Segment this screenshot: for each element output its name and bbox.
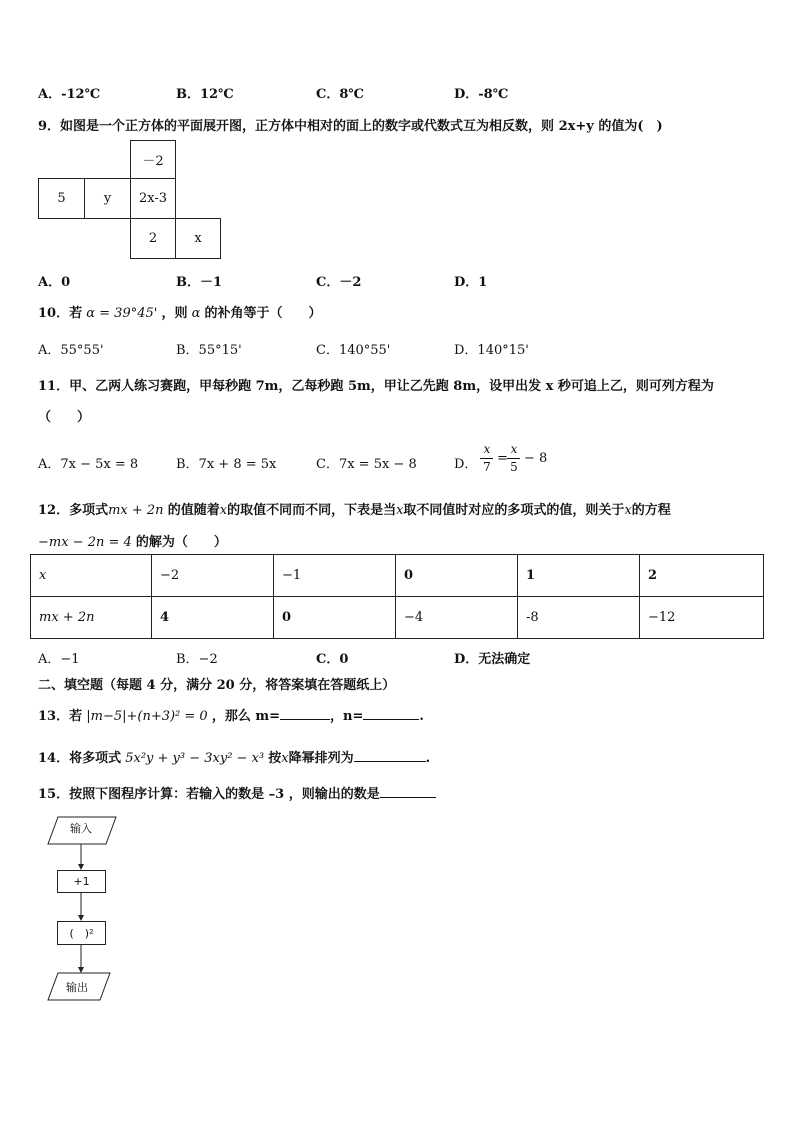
q8-option-d: D．-8℃ xyxy=(454,87,509,102)
table-cell: mx + 2n xyxy=(31,597,152,639)
q11-option-b: B．7x + 8 = 5x xyxy=(176,457,277,472)
q12-stem-line2 xyxy=(38,531,227,550)
q14 xyxy=(38,747,430,766)
q15 xyxy=(38,783,436,802)
q10-option-b: B．55°15' xyxy=(176,343,242,358)
flow-step-square: ( )² xyxy=(57,921,106,945)
q14-text-b: 降幂排列为 xyxy=(288,751,354,766)
table-cell: −2 xyxy=(152,555,274,597)
q9-option-a: A．0 xyxy=(38,275,71,290)
q14-polynomial: 5x²y + y³ − 3xy² − x³ xyxy=(125,751,265,766)
net-face-center: 2x-3 xyxy=(130,178,176,219)
q11-stem-line2: （ ） xyxy=(38,410,91,425)
q10-option-a: A．55°55' xyxy=(38,343,104,358)
q9-option-c: C．－2 xyxy=(316,275,362,290)
q12-option-b: B．−2 xyxy=(176,652,218,667)
table-cell: 0 xyxy=(274,597,396,639)
table-cell: −4 xyxy=(396,597,518,639)
q11-d-den2: 5 xyxy=(510,460,518,474)
q10-suffix: 的补角等于（ ） xyxy=(204,306,322,321)
section-heading: 二、填空题（每题 4 分，满分 20 分，将答案填在答题纸上） xyxy=(38,678,396,693)
q10-option-c: C．140°55' xyxy=(316,343,391,358)
table-cell: 4 xyxy=(152,597,274,639)
q11-stem-line1: 11．甲、乙两人练习赛跑，甲每秒跑 7m，乙每秒跑 5m，甲让乙先跑 8m，设甲出发 x 秒可追上乙，则可列方程为 xyxy=(38,379,714,394)
q13-m-blank[interactable] xyxy=(280,707,330,720)
net-face-top: －2 xyxy=(130,140,176,179)
q13-m-label: ，那么 m= xyxy=(211,709,281,724)
q10-option-d: D．140°15' xyxy=(454,343,529,358)
q11-d-num2: x xyxy=(510,442,518,456)
q9-stem: 9．如图是一个正方体的平面展开图，正方体中相对的面上的数字或代数式互为相反数，则 2x+y 的值为( ) xyxy=(38,119,663,134)
q13-n-label: ，n= xyxy=(330,709,364,724)
q11-option-a: A．7x − 5x = 8 xyxy=(38,457,139,472)
q10-stem xyxy=(38,302,322,321)
net-face-bottom-right: x xyxy=(175,218,221,259)
table-cell: -8 xyxy=(518,597,640,639)
q12-text-c: 的取值不同而不同，下表是当 xyxy=(227,503,397,518)
q12-stem-line1 xyxy=(38,499,671,518)
q12-option-a: A．−1 xyxy=(38,652,80,667)
q15-blank[interactable] xyxy=(380,785,436,798)
q12-math-x1: x xyxy=(219,503,228,518)
q12-text-d: 取不同值时对应的多项式的值，则关于 xyxy=(403,503,625,518)
flow-step-add-one: +1 xyxy=(57,870,106,893)
q11-d-fracbar1 xyxy=(480,458,493,459)
q12-text-b: 的值随着 xyxy=(167,503,220,518)
table-row xyxy=(31,555,764,597)
q14-blank[interactable] xyxy=(354,749,426,762)
flow-output-label: 输出 xyxy=(66,981,88,994)
flow-input-label: 输入 xyxy=(70,822,92,835)
table-cell: 2 xyxy=(640,555,764,597)
table-cell: −12 xyxy=(640,597,764,639)
q12-text-f: 的解为（ ） xyxy=(135,535,227,550)
q8-option-a: A．-12℃ xyxy=(38,87,101,102)
q11-d-den1: 7 xyxy=(483,460,491,474)
q12-math-x3: x xyxy=(624,503,632,518)
q12-equation: −mx − 2n = 4 xyxy=(38,535,132,550)
q12-math-poly: mx + 2n xyxy=(108,503,164,518)
q11-option-c: C．7x = 5x − 8 xyxy=(316,457,417,472)
q14-prefix: 14．将多项式 xyxy=(38,751,122,766)
q12-value-table xyxy=(30,554,764,639)
q9-option-b: B．－1 xyxy=(176,275,223,290)
q10-alpha: α xyxy=(191,306,201,321)
net-face-bottom: 2 xyxy=(130,218,176,259)
q11-d-num1: x xyxy=(483,442,491,456)
net-face-left: 5 xyxy=(38,178,85,219)
table-cell: 0 xyxy=(396,555,518,597)
table-row xyxy=(31,597,764,639)
table-cell: −1 xyxy=(274,555,396,597)
q8-option-b: B．12℃ xyxy=(176,87,234,102)
q12-option-d: D．无法确定 xyxy=(454,652,531,667)
table-cell: x xyxy=(31,555,152,597)
q15-stem: 15．按照下图程序计算：若输入的数是 –3 ，则输出的数是 xyxy=(38,787,380,802)
q12-math-x2: x xyxy=(396,503,404,518)
q12-option-c: C．0 xyxy=(316,652,349,667)
q9-option-d: D．1 xyxy=(454,275,488,290)
q13 xyxy=(38,705,424,724)
q14-end: . xyxy=(425,751,431,766)
q14-var: x xyxy=(281,751,289,766)
q10-math: α = 39°45' xyxy=(86,306,158,321)
q11-d-eq: = xyxy=(497,451,508,466)
q13-equation: |m−5|+(n+3)² = 0 xyxy=(86,709,208,724)
q13-prefix: 13．若 xyxy=(38,709,83,724)
net-face-mid-left: y xyxy=(84,178,131,219)
table-cell: 1 xyxy=(518,555,640,597)
q10-mid: ，则 xyxy=(161,306,188,321)
q12-text-a: 12．多项式 xyxy=(38,503,109,518)
q14-text-a: 按 xyxy=(268,751,282,766)
q8-option-c: C．8℃ xyxy=(316,87,364,102)
q11-option-d-label: D． xyxy=(454,457,478,472)
q11-d-tail: − 8 xyxy=(524,451,548,466)
q13-n-blank[interactable] xyxy=(363,707,419,720)
q11-d-fracbar2 xyxy=(507,458,520,459)
q10-prefix: 10．若 xyxy=(38,306,83,321)
q12-text-e: 的方程 xyxy=(631,503,671,518)
q13-end: . xyxy=(419,709,424,724)
